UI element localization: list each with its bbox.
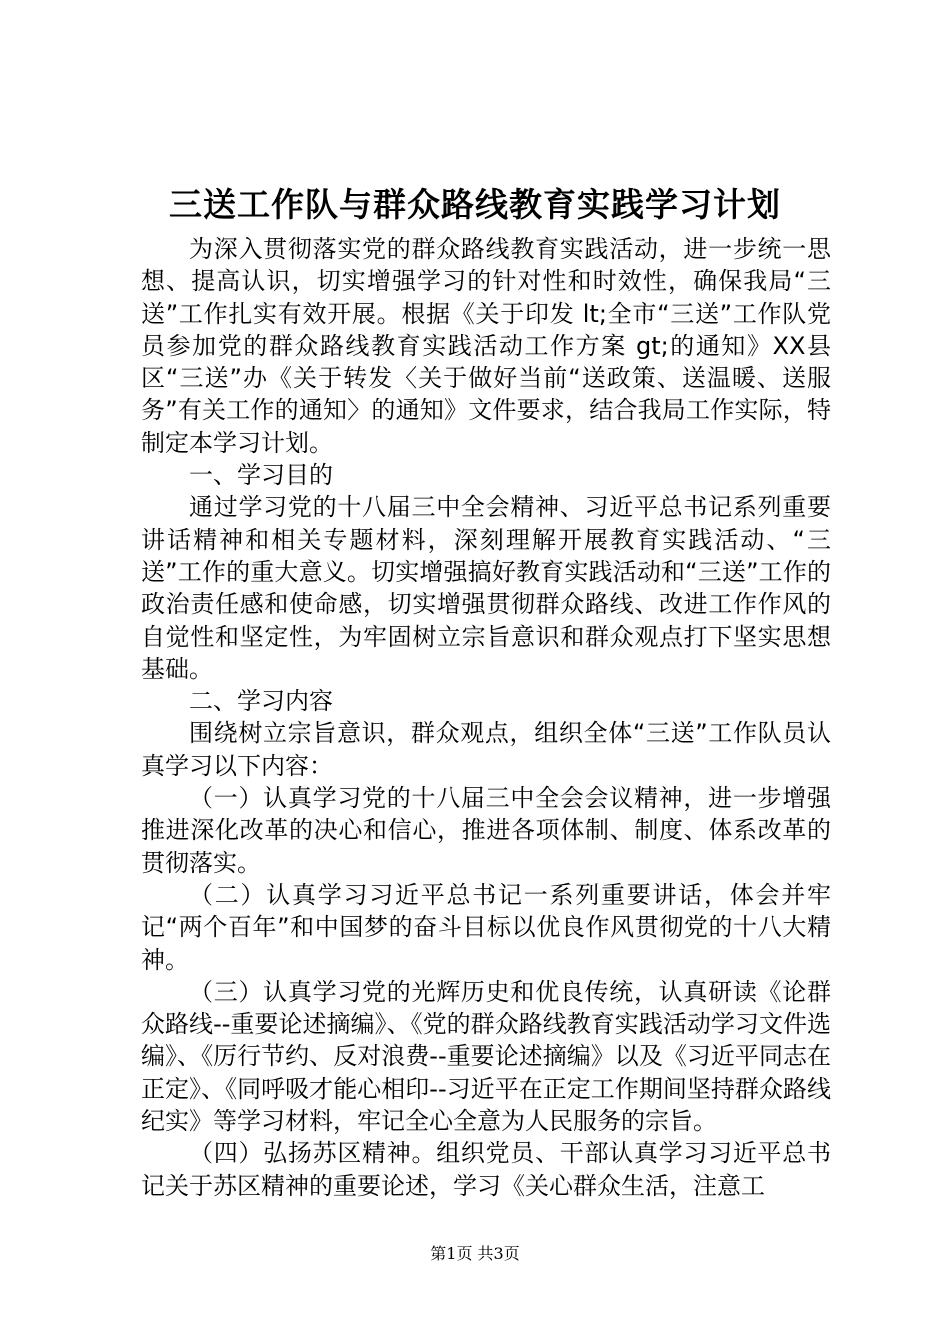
document-title: 三送工作队与群众路线教育实践学习计划 bbox=[169, 185, 781, 224]
content-item-1: （一）认真学习党的十八届三中全会会议精神，进一步增强推进深化改革的决心和信心，推进各项体制、制度、体系改革的贯彻落实。 bbox=[141, 784, 831, 877]
intro-paragraph: 为深入贯彻落实党的群众路线教育实践活动，进一步统一思想、提高认识，切实增强学习的针对性和时效性，确保我局“三送”工作扎实有效开展。根据《关于印发 lt;全市“三送”工作队党员参加党的群众路线教育实践活动工作方案 gt;的通知》XX县区“三送”办《关于转发〈关于做好当前“送政策、送温暖、送服务”有关工作的通知〉的通知》文件要求，结合我局工作实际，特制定本学习计划。 bbox=[141, 235, 831, 457]
content-item-2: （二）认真学习习近平总书记一系列重要讲话，体会并牢记“两个百年”和中国梦的奋斗目标以优良作风贯彻党的十八大精神。 bbox=[141, 880, 831, 974]
content-item-4: （四）弘扬苏区精神。组织党员、干部认真学习习近平总书记关于苏区精神的重要论述，学习《关心群众生活，注意工 bbox=[141, 1139, 831, 1200]
document-body bbox=[141, 233, 831, 1202]
purpose-paragraph: 通过学习党的十八届三中全会精神、习近平总书记系列重要讲话精神和相关专题材料，深刻理解开展教育实践活动、“三送”工作的重大意义。切实增强搞好教育实践活动和“三送”工作的政治责任感和使命感，切实增强贯彻群众路线、改进工作作风的自觉性和坚定性，为牢固树立宗旨意识和群众观点打下坚实思想基础。 bbox=[141, 493, 831, 683]
section-heading-purpose: 一、学习目的 bbox=[189, 461, 333, 490]
page-footer: 第1页 共3页 bbox=[430, 1244, 520, 1263]
content-item-3: （三）认真学习党的光辉历史和优良传统，认真研读《论群众路线--重要论述摘编》、《党的群众路线教育实践活动学习文件选编》、《厉行节约、反对浪费--重要论述摘编》以及《习近平同志在正定》、《同呼吸才能心相印--习近平在正定工作期间坚持群众路线纪实》等学习材料，牢记全心全意为人民服务的宗旨。 bbox=[141, 977, 831, 1136]
section-heading-content: 二、学习内容 bbox=[189, 687, 333, 716]
content-intro-paragraph: 围绕树立宗旨意识，群众观点，组织全体“三送”工作队员认真学习以下内容： bbox=[141, 719, 831, 780]
